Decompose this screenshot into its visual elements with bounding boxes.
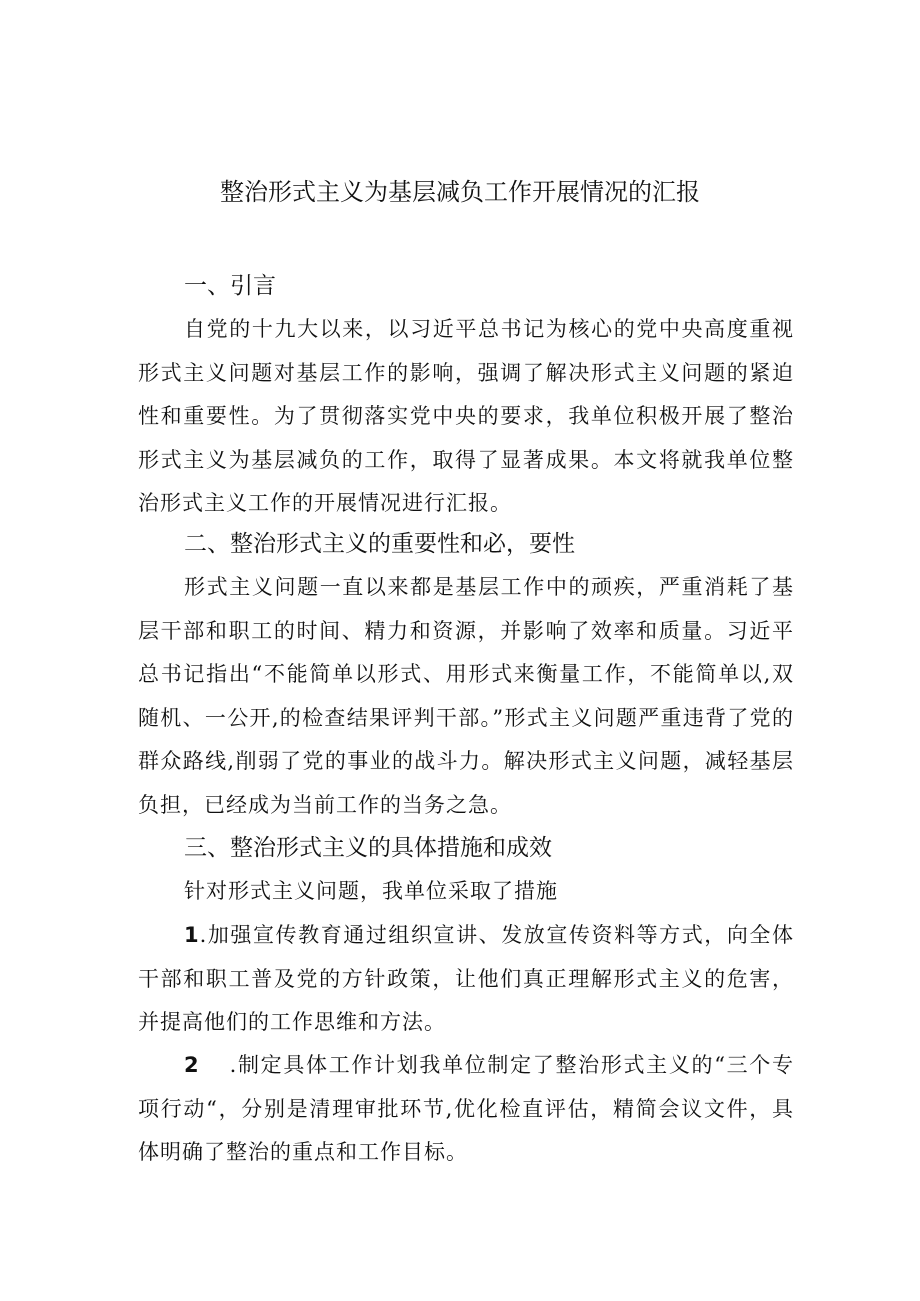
section-3-heading-wrap — [138, 832, 794, 864]
paragraph-intro: 自党的十九大以来，以习近平总书记为核心的党中央高度重视形式主义问题对基层工作的影响，强调了解决形式主义问题的紧迫性和重要性。为了贯彻落实党中央的要求，我单位积极开展了整治形式主义为基层减负的工作，取得了显著成果。本文将就我单位整治形式主义工作的开展情况进行汇报。 — [138, 317, 794, 515]
section-2-heading-wrap — [138, 528, 794, 560]
list-item-number: 1 — [184, 923, 200, 947]
section-heading-importance: 二、整治形式主义的重要性和必，要性 — [184, 531, 575, 557]
paragraph-importance: 形式主义问题一直以来都是基层工作中的顽疾，严重消耗了基层干部和职工的时间、精力和资源，并影响了效率和质量。习近平总书记指出“不能简单以形式、用形式来衡量工作，不能简单以,双随机、一公开,的检查结果评判干部。”形式主义问题严重违背了党的群众路线,削弱了党的事业的战斗力。解决形式主义问题，减轻基层负担，已经成为当前工作的当务之急。 — [138, 575, 794, 817]
list-item — [138, 914, 794, 1045]
section-1-body — [138, 308, 794, 526]
section-heading-intro: 一、引言 — [184, 273, 276, 299]
list-item — [138, 1044, 794, 1175]
list-item-text: .制定具体工作计划我单位制定了整治形式主义的“三个专项行动“，分别是清理审批环节,优化检直评估，精简会议文件，具体明确了整治的重点和工作目标。 — [138, 1053, 794, 1164]
section-heading-measures: 三、整治形式主义的具体措施和成效 — [184, 835, 552, 861]
list-item-text: .加强宣传教育通过组织宣讲、发放宣传资料等方式，向全体干部和职工普及党的方针政策，让他们真正理解形式主义的危害，并提高他们的工作思维和方法。 — [138, 923, 794, 1034]
list-item-number: 2 — [184, 1053, 200, 1077]
paragraph-measures-intro: 针对形式主义问题，我单位采取了措施 — [184, 879, 558, 903]
document-title: 整治形式主义为基层减负工作开展情况的汇报 — [220, 178, 700, 206]
section-3-body — [138, 870, 794, 914]
section-1-heading-wrap — [138, 270, 794, 302]
section-2-body — [138, 566, 794, 827]
